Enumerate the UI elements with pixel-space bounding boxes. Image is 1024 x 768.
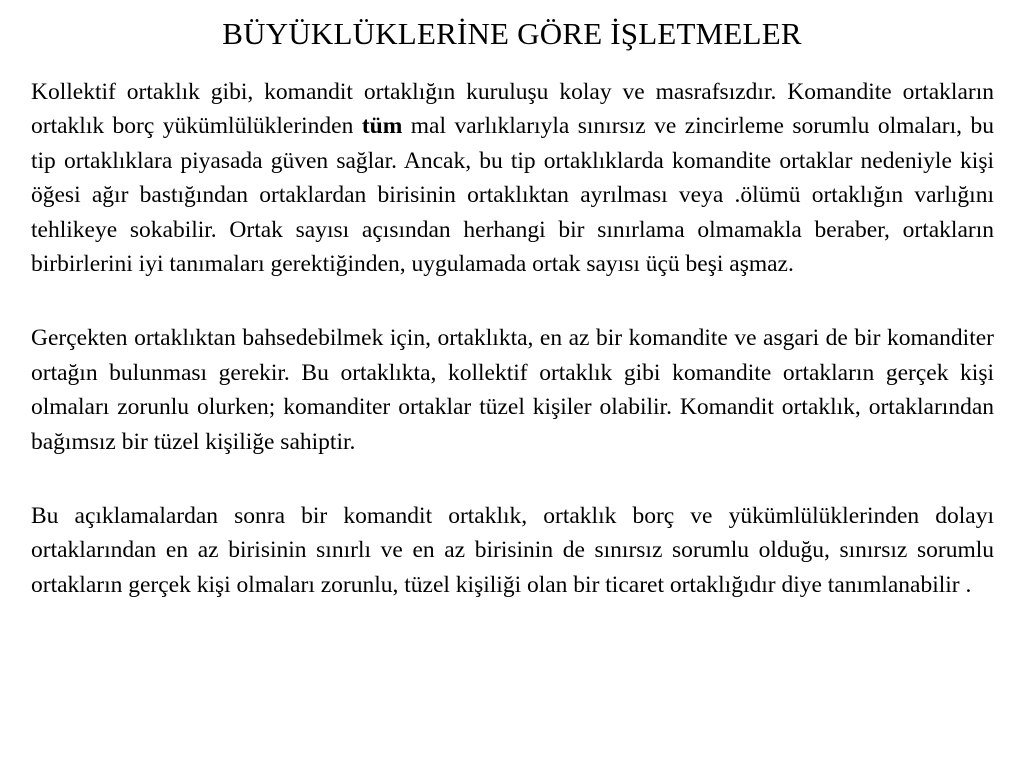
paragraph-3: Bu açıklamalardan sonra bir komandit ortaklık, ortaklık borç ve yükümlülüklerinden dolayı ortaklarından en az birisinin sınırlı ve en az birisinin de sınırsız sorumlu olduğu, sınırsız sorumlu ortakların gerçek kişi olmaları zorunlu, tüzel kişiliği olan bir ticaret ortaklığıdır diye tanımlanabilir .: [31, 503, 994, 598]
paragraph-2: Gerçekten ortaklıktan bahsedebilmek için, ortaklıkta, en az bir komandite ve asgari de bir komanditer ortağın bulunması gerekir. Bu ortaklıkta, kollektif ortaklık gibi komandite ortakların gerçek kişi olmaları zorunlu olurken; komanditer ortaklar tüzel kişiler olabilir. Komandit ortaklık, ortaklarından bağımsız bir tüzel kişiliğe sahiptir.: [31, 325, 994, 455]
slide-title: BÜYÜKLÜKLERİNE GÖRE İŞLETMELER: [222, 16, 802, 51]
paragraph-1-text-end: mal varlıklarıyla sınırsız ve zincirleme sorumlu olmaları, bu tip ortaklıklara piyasada güven sağlar. Ancak, bu tip ortaklıklarda komandite ortaklar nedeniyle kişi öğesi ağır bastığından ortaklardan birisinin ortaklıktan ayrılması veya .ölümü ortaklığın varlığını tehlikeye sokabilir. Ortak sayısı açısından herhangi bir sınırlama olmamakla beraber, ortakların birbirlerini iyi tanımaları gerektiğinden, uygulamada ortak sayısı üçü beşi aşmaz.: [31, 113, 994, 278]
paragraph-1: [31, 75, 994, 281]
paragraph-1-text-start: Kollektif ortaklık gibi, komandit ortaklığın kuruluşu kolay ve masrafsızdır. Komandite ortakların ortaklık borç yükümlülüklerinden: [31, 79, 994, 140]
slide-body: [31, 75, 994, 602]
paragraph-1-bold-word: tüm: [361, 113, 403, 140]
